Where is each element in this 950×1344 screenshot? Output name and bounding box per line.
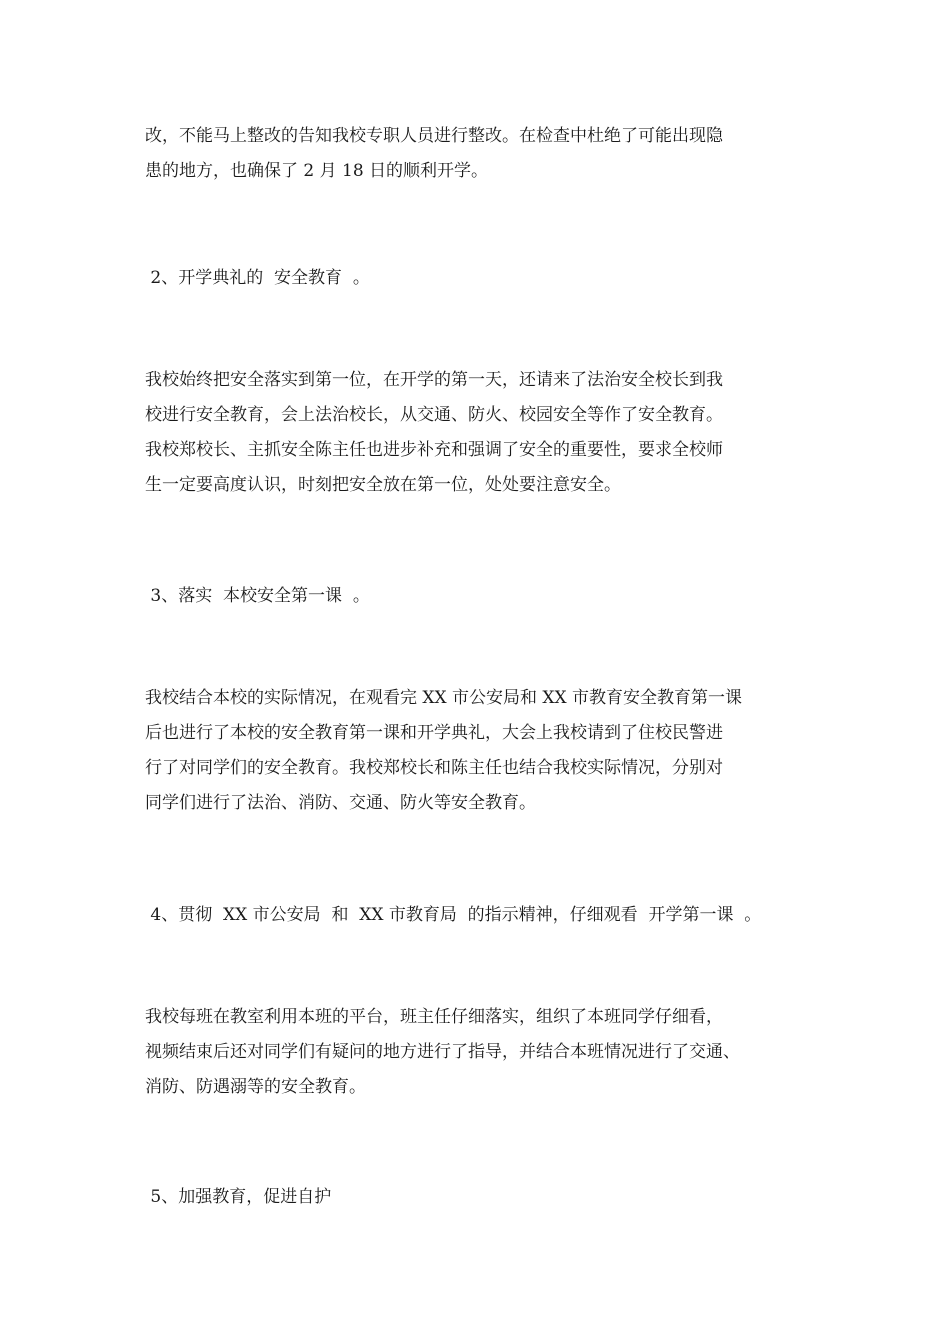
paragraph-line: 我校始终把安全落实到第一位，在开学的第一天，还请来了法治安全校长到我: [145, 370, 723, 390]
paragraph-line: 同学们进行了法治、消防、交通、防火等安全教育。: [145, 793, 536, 813]
paragraph-line: 改，不能马上整改的告知我校专职人员进行整改。在检查中杜绝了可能出现隐: [145, 126, 723, 146]
paragraph-line: 我校结合本校的实际情况，在观看完 XX 市公安局和 XX 市教育安全教育第一课: [145, 688, 743, 708]
section-heading-5: 5、加强教育，促进自护: [145, 1187, 332, 1207]
paragraph-2: [145, 363, 810, 503]
paragraph-line: 生一定要高度认识，时刻把安全放在第一位，处处要注意安全。: [145, 475, 621, 495]
paragraph-line: 患的地方，也确保了 2 月 18 日的顺利开学。: [145, 161, 489, 181]
paragraph-line: 行了对同学们的安全教育。我校郑校长和陈主任也结合我校实际情况，分别对: [145, 758, 723, 778]
paragraph-line: 后也进行了本校的安全教育第一课和开学典礼，大会上我校请到了住校民警进: [145, 723, 723, 743]
paragraph-1: [145, 119, 810, 189]
section-heading-3: 3、落实 本校安全第一课 。: [145, 586, 370, 606]
paragraph-3: [145, 681, 810, 821]
paragraph-line: 校进行安全教育，会上法治校长，从交通、防火、校园安全等作了安全教育。: [145, 405, 723, 425]
paragraph-line: 我校每班在教室利用本班的平台，班主任仔细落实，组织了本班同学仔细看，: [145, 1007, 723, 1027]
paragraph-line: 我校郑校长、主抓安全陈主任也进步补充和强调了安全的重要性，要求全校师: [145, 440, 723, 460]
section-heading-4: 4、贯彻 XX 市公安局 和 XX 市教育局 的指示精神，仔细观看 开学第一课 。: [145, 905, 762, 925]
paragraph-line: 消防、防遇溺等的安全教育。: [145, 1077, 366, 1097]
paragraph-4: [145, 1000, 810, 1105]
section-heading-2: 2、开学典礼的 安全教育 。: [145, 268, 370, 288]
paragraph-line: 视频结束后还对同学们有疑问的地方进行了指导，并结合本班情况进行了交通、: [145, 1042, 740, 1062]
